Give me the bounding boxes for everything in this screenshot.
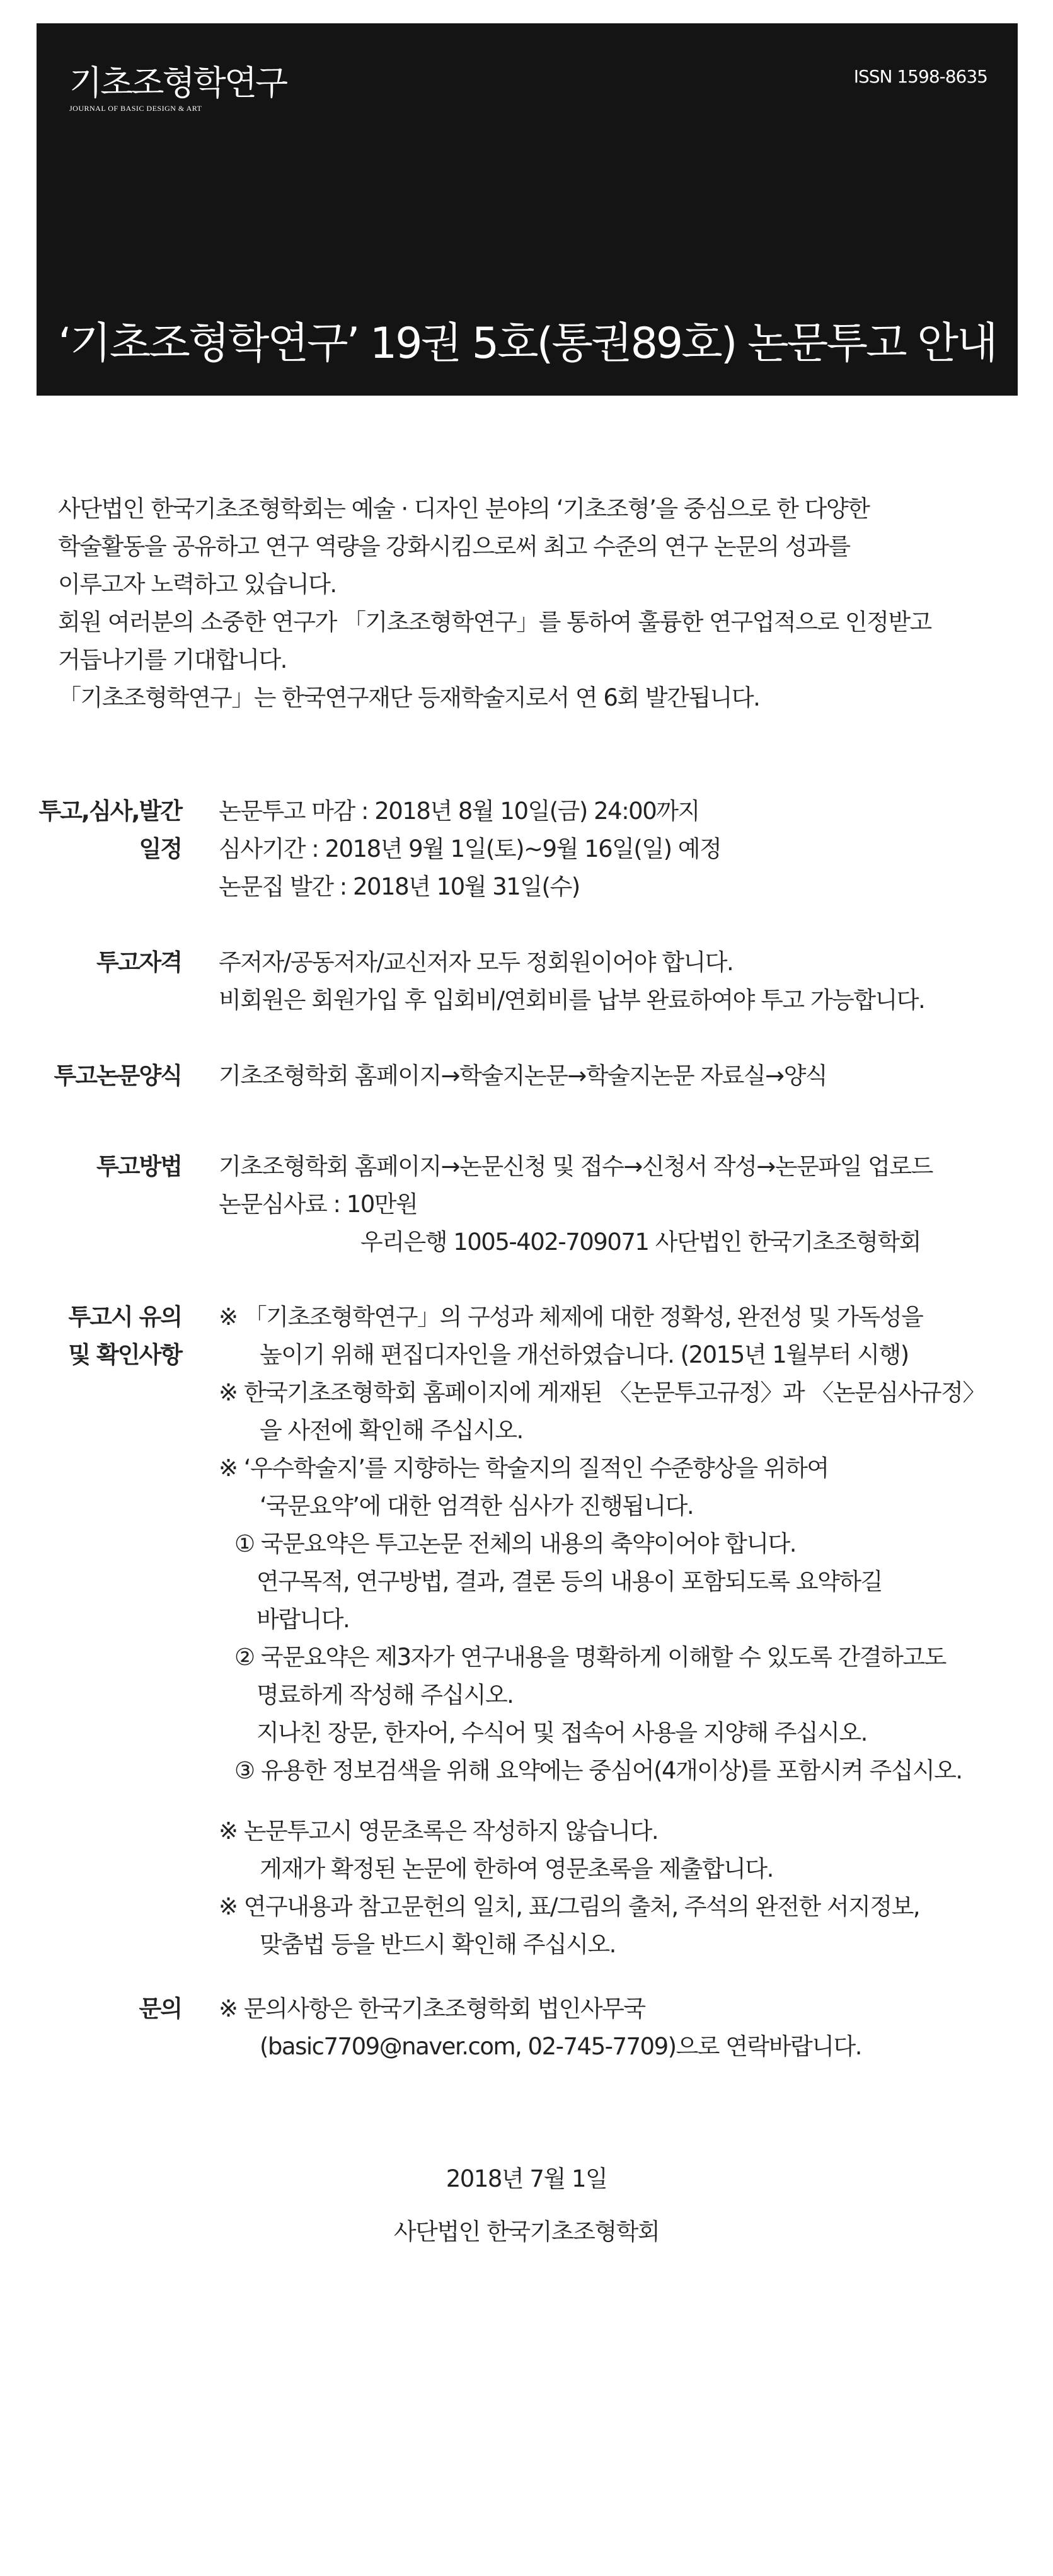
method-content — [219, 1148, 1038, 1261]
eligibility-line: 주저자/공동저자/교신저자 모두 정회원이어야 합니다. — [219, 949, 734, 976]
note-line: 명료하게 작성해 주십시오. — [256, 1681, 514, 1709]
logo-text: 기초조형학연구 — [69, 63, 287, 103]
label-line: 투고방법 — [96, 1153, 181, 1180]
issn-number: ISSN 1598-8635 — [853, 66, 987, 87]
label-line: 투고논문양식 — [54, 1062, 181, 1089]
label-line: 투고시 유의 — [68, 1303, 181, 1331]
method-label — [0, 1148, 181, 1186]
contact-label — [0, 1990, 181, 2028]
label-line: 문의 — [139, 1995, 181, 2022]
bank-account-line: 우리은행 1005-402-709071 사단법인 한국기초조형학회 — [360, 1228, 921, 1256]
label-line: 일정 — [139, 835, 181, 862]
contact-line: ※ 문의사항은 한국기초조형학회 법인사무국 — [219, 1995, 645, 2022]
format-label — [0, 1057, 181, 1095]
contact-content — [219, 1990, 1038, 2066]
note-line: ※ 논문투고시 영문초록은 작성하지 않습니다. — [219, 1818, 659, 1845]
schedule-line: 논문집 발간 : 2018년 10월 31일(수) — [219, 873, 580, 900]
intro-line: 「기초조형학연구」는 한국연구재단 등재학술지로서 연 6회 발간됩니다. — [58, 684, 760, 711]
intro-line: 사단법인 한국기초조형학회는 예술 · 디자인 분야의 ‘기초조형’을 중심으로 한 다양한 — [58, 495, 870, 522]
intro-line: 회원 여러분의 소중한 연구가 「기초조형학연구」를 통하여 훌륭한 연구업적으로 인정받고 — [58, 609, 931, 636]
note-line: ② 국문요약은 제3자가 연구내용을 명확하게 이해할 수 있도록 간결하고도 — [234, 1644, 946, 1671]
schedule-line: 논문투고 마감 : 2018년 8월 10일(금) 24:00까지 — [219, 798, 699, 825]
note-line: ※ 「기초조형학연구」의 구성과 체제에 대한 정확성, 완전성 및 가독성을 — [219, 1303, 923, 1331]
contact-line: (basic7709@naver.com, 02-745-7709)으로 연락바랍니다. — [260, 2033, 862, 2060]
label-line: 및 확인사항 — [68, 1341, 181, 1368]
eligibility-label — [0, 944, 181, 982]
format-content — [219, 1057, 1038, 1095]
journal-logo — [69, 63, 287, 113]
issuer-name: 사단법인 한국기초조형학회 — [393, 2218, 660, 2245]
method-line: 논문심사료 : 10만원 — [219, 1191, 418, 1218]
eligibility-line: 비회원은 회원가입 후 입회비/연회비를 납부 완료하여야 투고 가능합니다. — [219, 987, 925, 1014]
note-line: 게재가 확정된 논문에 한하여 영문초록을 제출합니다. — [260, 1855, 773, 1882]
format-line: 기초조형학회 홈페이지→학술지논문→학술지논문 자료실→양식 — [219, 1062, 827, 1089]
intro-line: 거듭나기를 기대합니다. — [58, 646, 287, 673]
schedule-label — [0, 793, 181, 868]
note-line: ※ 한국기초조형학회 홈페이지에 게재된 〈논문투고규정〉과 〈논문심사규정〉 — [219, 1379, 985, 1406]
note-line: ‘국문요약’에 대한 엄격한 심사가 진행됩니다. — [260, 1492, 694, 1520]
note-line: 을 사전에 확인해 주십시오. — [260, 1417, 523, 1444]
note-line: ※ ‘우수학술지’를 지향하는 학술지의 질적인 수준향상을 위하여 — [219, 1455, 829, 1482]
note-line: 맞춤법 등을 반드시 확인해 주십시오. — [260, 1931, 616, 1958]
label-line: 투고,심사,발간 — [38, 798, 181, 825]
intro-line: 학술활동을 공유하고 연구 역량을 강화시킴으로써 최고 수준의 연구 논문의 성과를 — [58, 533, 850, 560]
note-line: 지나친 장문, 한자어, 수식어 및 접속어 사용을 지양해 주십시오. — [256, 1719, 867, 1746]
note-line: 높이기 위해 편집디자인을 개선하였습니다. (2015년 1월부터 시행) — [260, 1341, 909, 1368]
note-line: 바랍니다. — [256, 1606, 350, 1633]
header-banner — [37, 23, 1018, 396]
schedule-line: 심사기간 : 2018년 9월 1일(토)~9월 16일(일) 예정 — [219, 835, 722, 862]
label-line: 투고자격 — [96, 949, 181, 976]
note-line: ③ 유용한 정보검색을 위해 요약에는 중심어(4개이상)를 포함시켜 주십시오. — [234, 1757, 962, 1784]
page-title: ‘기초조형학연구’ 19권 5호(통권89호) 논문투고 안내 — [58, 319, 996, 369]
intro-line: 이루고자 노력하고 있습니다. — [58, 571, 337, 598]
method-line: 기초조형학회 홈페이지→논문신청 및 접수→신청서 작성→논문파일 업로드 — [219, 1153, 933, 1180]
logo-subtitle: JOURNAL OF BASIC DESIGN & ART — [69, 104, 202, 113]
note-line: ① 국문요약은 투고논문 전체의 내용의 축약이어야 합니다. — [234, 1530, 797, 1557]
notes-content — [219, 1298, 1038, 1964]
intro-paragraph — [58, 490, 991, 717]
schedule-content — [219, 793, 1038, 906]
document-date: 2018년 7월 1일 — [446, 2165, 607, 2192]
note-line: ※ 연구내용과 참고문헌의 일치, 표/그림의 출처, 주석의 완전한 서지정보, — [219, 1893, 920, 1920]
notes-label — [0, 1298, 181, 1374]
note-line: 연구목적, 연구방법, 결과, 결론 등의 내용이 포함되도록 요약하길 — [256, 1568, 882, 1595]
eligibility-content — [219, 944, 1038, 1019]
